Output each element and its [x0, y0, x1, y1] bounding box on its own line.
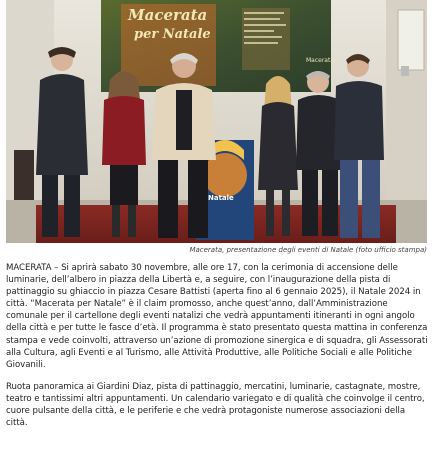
paragraph-1-text: Si aprirà sabato 30 novembre, alle ore 17, con la cerimonia di accensione delle luminarie, dell’albero in piazza della Libertà e, a seguire, con l’inaugurazione della pista di pattinaggio su ghiaccio in piazza Cesare Battisti (aperta fino al 6 gennaio 2025), il Natale 2024 in città. “Macerata per Natale” è il claim promosso, anche quest’anno, dall’Amministrazione comunale per il cartellone degli eventi natalizi che vedrà appuntamenti itineranti in ogni angolo della città e per tutte le fasce d’età. Il programma è stato presentato questa mattina in conferenza stampa e vede coinvolti, attraverso un’azione di promozione sinergica e di squadra, gli Assessorati alla Cultura, agli Eventi e al Turismo, alle Attività Produttive, alle Politiche Sociali e alle Politiche Giovanili.	[6, 263, 428, 370]
article-paragraph-2: Ruota panoramica ai Giardini Diaz, pista di pattinaggio, mercatini, luminarie, castagnate, mostre, teatro e tantissimi altri appuntamenti. Un calendario variegato e di qualità che coinvolge il centro, cuore pulsante della città, e le periferie e che vedrà protagoniste numerose associazioni della città.	[6, 381, 425, 429]
photo-caption: Macerata, presentazione degli eventi di Natale (foto ufficio stampa)	[189, 246, 427, 254]
screen-title-line1: Macerata	[128, 6, 208, 24]
article-photo	[6, 0, 427, 243]
screen-logo: Macerata	[306, 57, 335, 64]
screen-title-line2: per Natale	[134, 27, 211, 42]
article-body	[6, 262, 429, 439]
banner-text: Natale	[208, 194, 234, 202]
article-paragraph-1	[6, 262, 429, 371]
dateline: MACERATA –	[6, 263, 59, 273]
press-conference-photo	[6, 0, 427, 243]
